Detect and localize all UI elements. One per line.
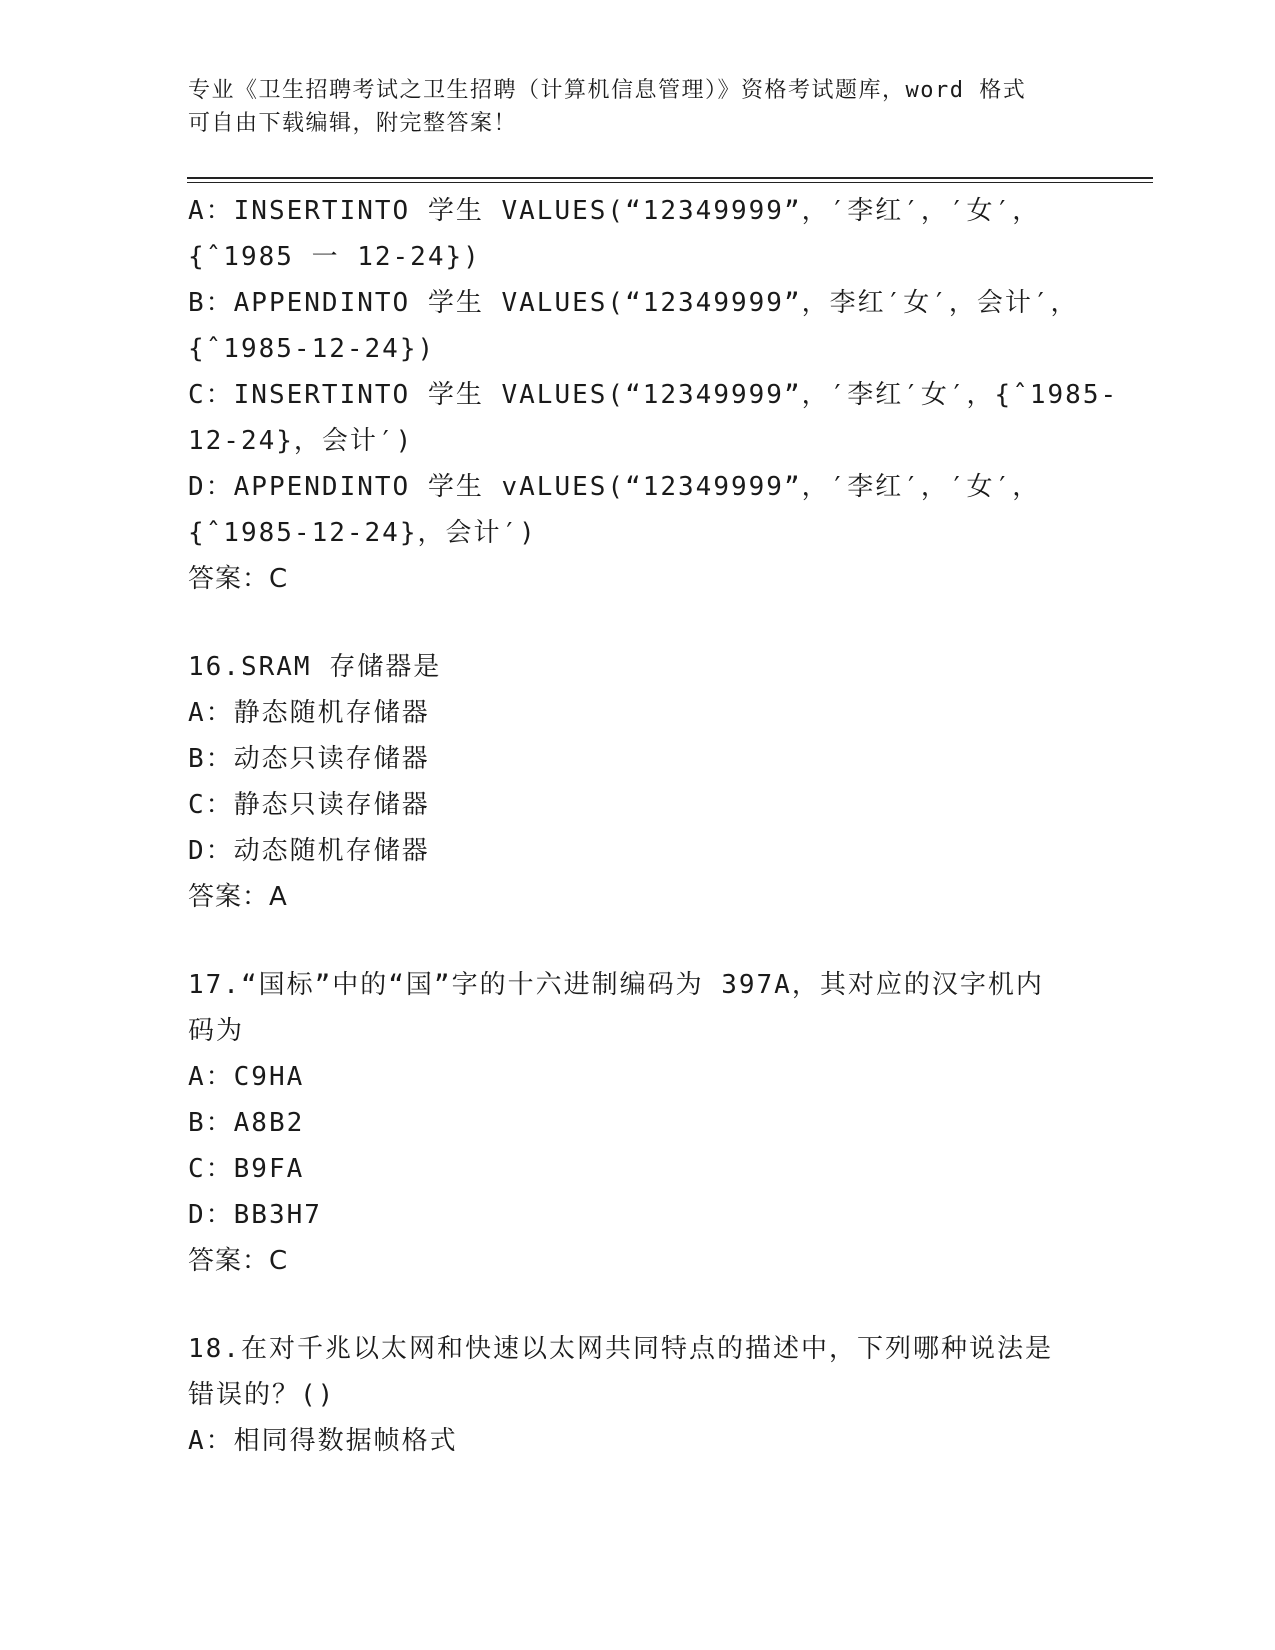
answer-15: 答案：C — [188, 564, 289, 594]
option-b: B：动态只读存储器 — [188, 744, 430, 774]
spacer — [188, 920, 1088, 962]
option-a-line-1: A：INSERTINTO 学生 VALUES(“12349999”，′李红′，′女′， — [188, 196, 1041, 226]
question-16 — [188, 644, 1088, 920]
question-16-text: 16.SRAM 存储器是 — [188, 652, 442, 682]
question-18-text-line-1: 18.在对千兆以太网和快速以太网共同特点的描述中，下列哪种说法是 — [188, 1334, 1053, 1364]
option-d: D：BB3H7 — [188, 1200, 322, 1230]
question-15 — [188, 188, 1119, 602]
question-17-text-line-1: 17.“国标”中的“国”字的十六进制编码为 397A，其对应的汉字机内 — [188, 970, 1044, 1000]
option-a: A：静态随机存储器 — [188, 698, 430, 728]
option-b: B：A8B2 — [188, 1108, 305, 1138]
option-c: C：B9FA — [188, 1154, 305, 1184]
option-a: A：相同得数据帧格式 — [188, 1426, 458, 1456]
option-d-line-1: D：APPENDINTO 学生 vALUES(“12349999”，′李红′，′女′， — [188, 472, 1041, 502]
option-d-line-2: {ˆ1985-12-24}，会计′) — [188, 518, 537, 548]
option-b-line-1: B：APPENDINTO 学生 VALUES(“12349999”，李红′女′，会计′， — [188, 288, 1079, 318]
question-list — [188, 188, 1119, 1464]
option-a: A：C9HA — [188, 1062, 305, 1092]
question-17-text-line-2: 码为 — [188, 1016, 245, 1046]
header-divider-thick — [187, 177, 1153, 179]
option-d: D：动态随机存储器 — [188, 836, 430, 866]
question-18 — [188, 1326, 1088, 1464]
answer-16: 答案：A — [188, 882, 288, 912]
option-c-line-1: C：INSERTINTO 学生 VALUES(“12349999”，′李红′女′，{ˆ1985- — [188, 380, 1119, 410]
option-c: C：静态只读存储器 — [188, 790, 430, 820]
spacer — [188, 602, 1088, 644]
answer-17: 答案：C — [188, 1246, 289, 1276]
spacer — [188, 1284, 1088, 1326]
header-divider-thin — [187, 182, 1153, 183]
header-line-1: 专业《卫生招聘考试之卫生招聘（计算机信息管理）》资格考试题库，word 格式 — [188, 78, 1027, 103]
document-header — [188, 74, 1088, 140]
header-line-2: 可自由下载编辑，附完整答案！ — [188, 111, 518, 136]
option-a-line-2: {ˆ1985 一 12-24}) — [188, 242, 481, 272]
option-b-line-2: {ˆ1985-12-24}) — [188, 334, 436, 364]
question-17 — [188, 962, 1088, 1284]
option-c-line-2: 12-24}，会计′) — [188, 426, 414, 456]
question-18-text-line-2: 错误的？() — [188, 1380, 336, 1410]
